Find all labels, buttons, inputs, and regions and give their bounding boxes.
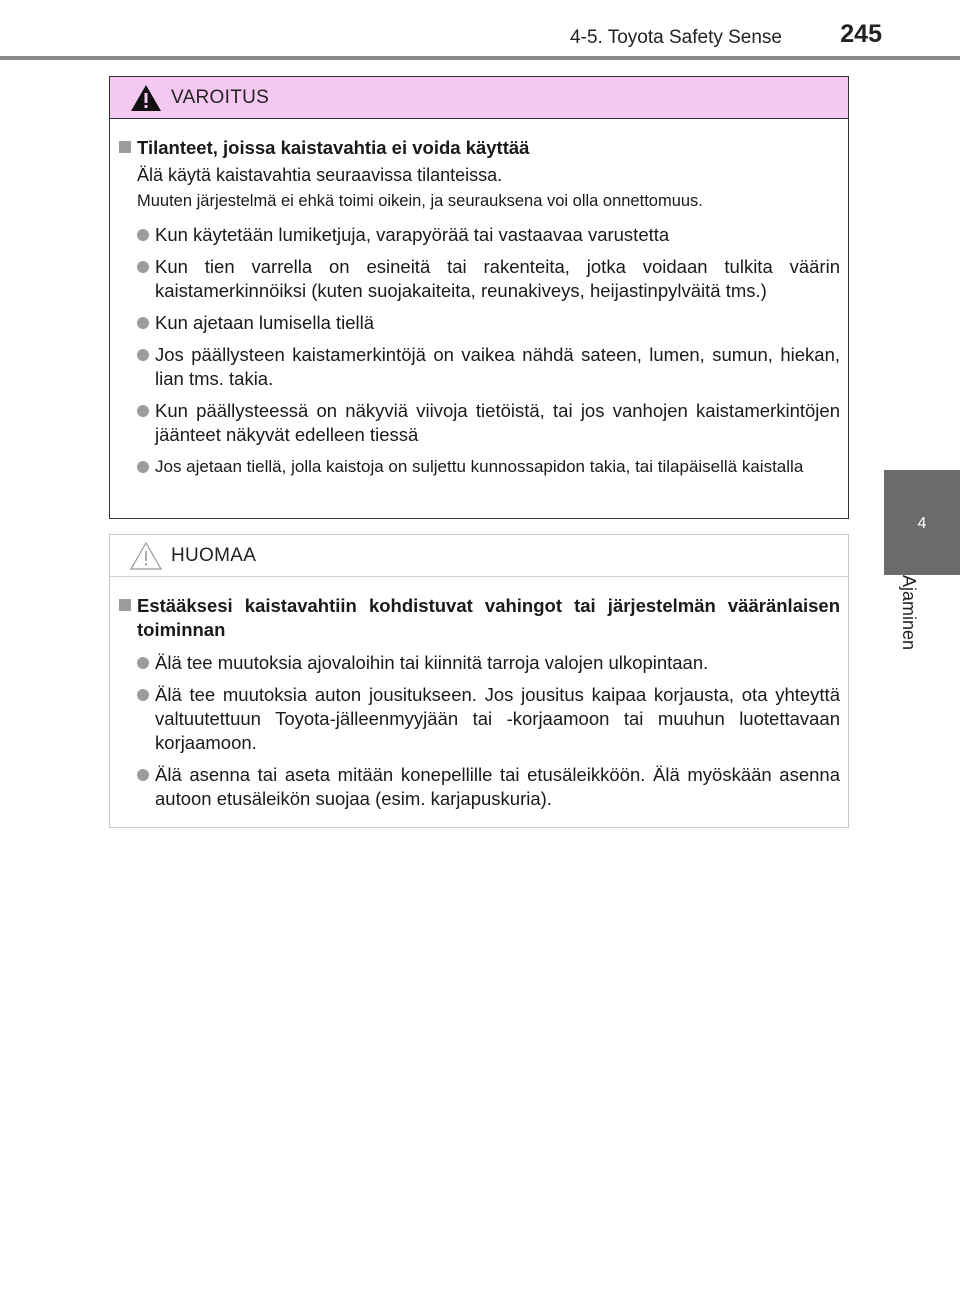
list-item <box>118 255 840 303</box>
round-bullet-icon <box>137 349 149 361</box>
warning-box-header <box>110 77 848 119</box>
caution-heading-text: Estääksesi kaistavahtiin kohdistuvat vahingot tai järjestelmän vääränlaisen toiminnan <box>137 595 840 640</box>
list-item <box>118 455 840 479</box>
warning-triangle-icon <box>130 83 162 113</box>
caution-heading <box>118 594 840 642</box>
round-bullet-icon <box>137 689 149 701</box>
warning-heading <box>118 136 840 160</box>
list-item-text: Jos päällysteen kaistamerkintöjä on vaikea nähdä sateen, lumen, sumun, hiekan, lian tms. takia. <box>155 344 840 389</box>
list-item-text: Älä tee muutoksia auton jousitukseen. Jos jousitus kaipaa korjausta, ota yhteyttä valtuutettuun Toyota-jälleenmyyjään tai -korjaamoon tai muuhun luotettavaan korjaamoon. <box>155 684 840 753</box>
page-header <box>0 0 960 62</box>
list-item-text: Kun päällysteessä on näkyviä viivoja tietöistä, tai jos vanhojen kaistamerkintöjen jäänteet näkyvät edelleen tiessä <box>155 400 840 445</box>
round-bullet-icon <box>137 657 149 669</box>
warning-box <box>109 76 849 519</box>
list-item <box>118 343 840 391</box>
list-item-text: Jos ajetaan tiellä, jolla kaistoja on suljettu kunnossapidon takia, tai tilapäisellä kaistalla <box>155 457 804 476</box>
list-item <box>118 311 840 335</box>
caution-box <box>109 534 849 828</box>
list-item <box>118 651 840 675</box>
list-item-text: Kun käytetään lumiketjuja, varapyörää tai vastaavaa varustetta <box>155 224 670 245</box>
round-bullet-icon <box>137 461 149 473</box>
header-rule <box>0 56 960 60</box>
square-bullet-icon <box>119 599 131 611</box>
caution-triangle-icon <box>130 541 162 571</box>
list-item-text: Kun ajetaan lumisella tiellä <box>155 312 375 333</box>
chapter-label-container <box>898 575 938 695</box>
list-item <box>118 763 840 811</box>
caution-box-body <box>110 577 848 811</box>
round-bullet-icon <box>137 405 149 417</box>
list-item <box>118 399 840 447</box>
list-item-text: Älä asenna tai aseta mitään konepellille tai etusäleikköön. Älä myöskään asenna autoon etusäleikön suojaa (esim. karjapuskuria). <box>155 764 840 809</box>
page-number: 245 <box>840 20 882 48</box>
section-title: 4-5. Toyota Safety Sense <box>570 27 782 48</box>
round-bullet-icon <box>137 229 149 241</box>
chapter-number: 4 <box>917 515 927 532</box>
list-item-text: Kun tien varrella on esineitä tai rakenteita, jotka voidaan tulkita väärin kaistamerkinnöiksi (kuten suojakaiteita, reunakiveys, heijastinpylväitä tms.) <box>155 256 840 301</box>
warning-heading-text: Tilanteet, joissa kaistavahtia ei voida käyttää <box>137 137 530 158</box>
round-bullet-icon <box>137 769 149 781</box>
square-bullet-icon <box>119 141 131 153</box>
warning-intro-line1: Älä käytä kaistavahtia seuraavissa tilanteissa. <box>137 165 503 185</box>
caution-box-header <box>110 535 848 577</box>
round-bullet-icon <box>137 261 149 273</box>
round-bullet-icon <box>137 317 149 329</box>
warning-intro-line2: Muuten järjestelmä ei ehkä toimi oikein, ja seurauksena voi olla onnettomuus. <box>137 192 703 210</box>
list-item <box>118 683 840 755</box>
chapter-tab <box>884 470 960 575</box>
warning-box-body <box>110 119 848 479</box>
chapter-label: Ajaminen <box>899 575 919 651</box>
warning-label: VAROITUS <box>171 87 270 108</box>
caution-label: HUOMAA <box>171 545 257 566</box>
list-item <box>118 223 840 247</box>
list-item-text: Älä tee muutoksia ajovaloihin tai kiinnitä tarroja valojen ulkopintaan. <box>155 652 709 673</box>
